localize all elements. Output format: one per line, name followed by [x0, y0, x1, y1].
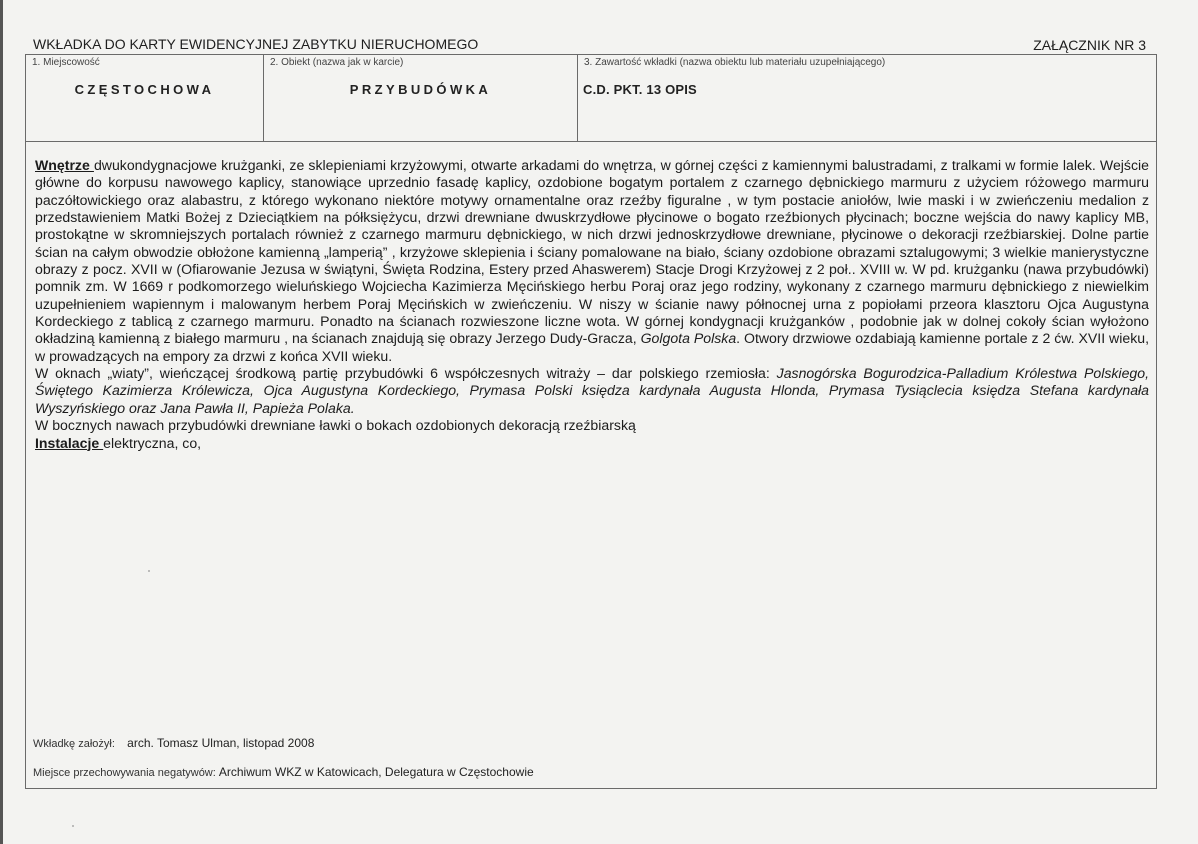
field-value: PRZYBUDÓWKA: [349, 82, 492, 97]
scan-page-edge: [0, 0, 3, 844]
document-title: WKŁADKA DO KARTY EWIDENCYJNEJ ZABYTKU NIERUCHOMEGO: [33, 36, 479, 52]
paragraph-installations: [35, 435, 1149, 452]
installations-text: elektryczna, co,: [103, 434, 202, 451]
field-value: C.D. PKT. 13 OPIS: [583, 82, 697, 97]
negatives-label: Miejsce przechowywania negatywów:: [33, 767, 216, 779]
author-line: [33, 736, 314, 750]
interior-text: dwukondygnacjowe krużganki, ze sklepieniami krzyżowymi, otwarte arkadami do wnętrza, w górnej części z kamiennymi balustradami, z tralkami w formie lalek. Wejście główne do korpusu nawowego kaplicy, stanowiące uprzednio fasadę kaplicy, ozdobione bogatym portalem z czarnego dębnickiego marmuru z użyciem różowego marmuru paczółtowickiego oraz alabastru, z którego wykonano niektóre motywy ornamentalne oraz rzeźby figuralne , w tym postacie aniołów, lwie maski i w zwieńczeniu medalion z przedstawieniem Matki Bożej z Dzieciątkiem na półksiężycu, drzwi drewniane dwuskrzydłowe płycinowe o bogato rzeźbionych płycinach; boczne wejścia do nawy kaplicy MB, prostokątne w skromniejszych portalach również z czarnego marmuru dębnickiego, w nich drzwi jednoskrzydłowe drewniane, płycinowe o dekoracji rzeźbiarskiej. Dolne partie ścian na całym obwodzie obłożone kamienną „lamperią” , krzyżowe sklepienia i ściany pomalowane na biało, ściany ozdobione obrazami sztalugowymi; 3 wielkie manierystyczne obrazy z pocz. XVII w (Ofiarowanie Jezusa w świątyni, Święta Rodzina, Estery przed Ahaswerem) Stacje Drogi Krzyżowej z 2 poł.. XVIII w. W pd. krużganku (nawa przybudówki) pomnik zm. W 1669 r podkomorzego wieluńskiego Wojciecha Kazimierza Męcińskiego herbu Poraj oraz jego rodziny, wykonany z czarnego marmuru dębnickiego z niewielkim uzupełnieniem wapiennym i malowanym herbem Poraj Męcińskich w zwieńczeniu. W niszy w ścianie nawy północnej urna z popiołami przeora klasztoru Ojca Augustyna Kordeckiego z tablicą z czarnego marmuru. Ponadto na ścianach rozwieszone liczne wota. W górnej kondygnacji krużganków , podobnie jak w dolnej cokoły ścian wyłożono okładziną kamienną z białego marmuru , na ścianach znajdują się obrazy Jerzego Dudy-Gracza,: [35, 157, 1149, 347]
field-value: CZĘSTOCHOWA: [74, 82, 215, 97]
paragraph-interior: [35, 157, 1149, 365]
installations-heading: Instalacje: [35, 434, 104, 451]
form-box: [25, 54, 1157, 789]
negatives-value: Archiwum WKZ w Katowicach, Delegatura w Częstochowie: [218, 765, 534, 779]
description-body: [35, 157, 1149, 452]
field-label: 2. Obiekt (nazwa jak w karcie): [270, 57, 404, 68]
scan-speck: [72, 825, 74, 827]
field-label: 1. Miejscowość: [32, 57, 100, 68]
field-locality: [26, 55, 264, 141]
paragraph-stained-glass: [35, 365, 1149, 417]
scan-speck: [148, 570, 150, 572]
stained-glass-text: W oknach „wiaty”, wieńczącej środkową partię przybudówki 6 współczesnych witraży – dar polskiego rzemiosła:: [35, 365, 777, 382]
author-value: arch. Tomasz Ulman, listopad 2008: [127, 736, 315, 750]
artwork-title: Golgota Polska: [640, 330, 737, 347]
negatives-line: [33, 765, 534, 779]
stained-glass-titles: Jasnogórska Bogurodzica-Palladium Królestwa Polskiego, Świętego Kazimierza Królewicza, Ojca Augustyna Kordeckiego, Prymasa Polski księdza kardynała Augusta Hlonda, Prymasa Tysiąclecia księdza Stefana kardynała Wyszyńskiego oraz Jana Pawła II, Papieża Polaka.: [35, 365, 1149, 416]
interior-heading: Wnętrze: [35, 157, 94, 173]
field-insert-contents: [578, 55, 1156, 141]
field-label: 3. Zawartość wkładki (nazwa obiektu lub materiału uzupełniającego): [584, 57, 886, 68]
field-object: [264, 55, 578, 141]
annex-label: ZAŁĄCZNIK NR 3: [1033, 37, 1146, 53]
header-fields-row: [26, 55, 1156, 142]
interior-text-end: . Otwory drzwiowe ozdabiają kamienne portale z 2 ćw. XVII wieku, w prowadzących na empory za drzwi z końca XVII wieku.: [35, 330, 1149, 364]
author-label: Wkładkę założył:: [33, 738, 115, 750]
paragraph-pews: W bocznych nawach przybudówki drewniane ławki o bokach ozdobionych dekoracją rzeźbiarską: [35, 417, 636, 434]
